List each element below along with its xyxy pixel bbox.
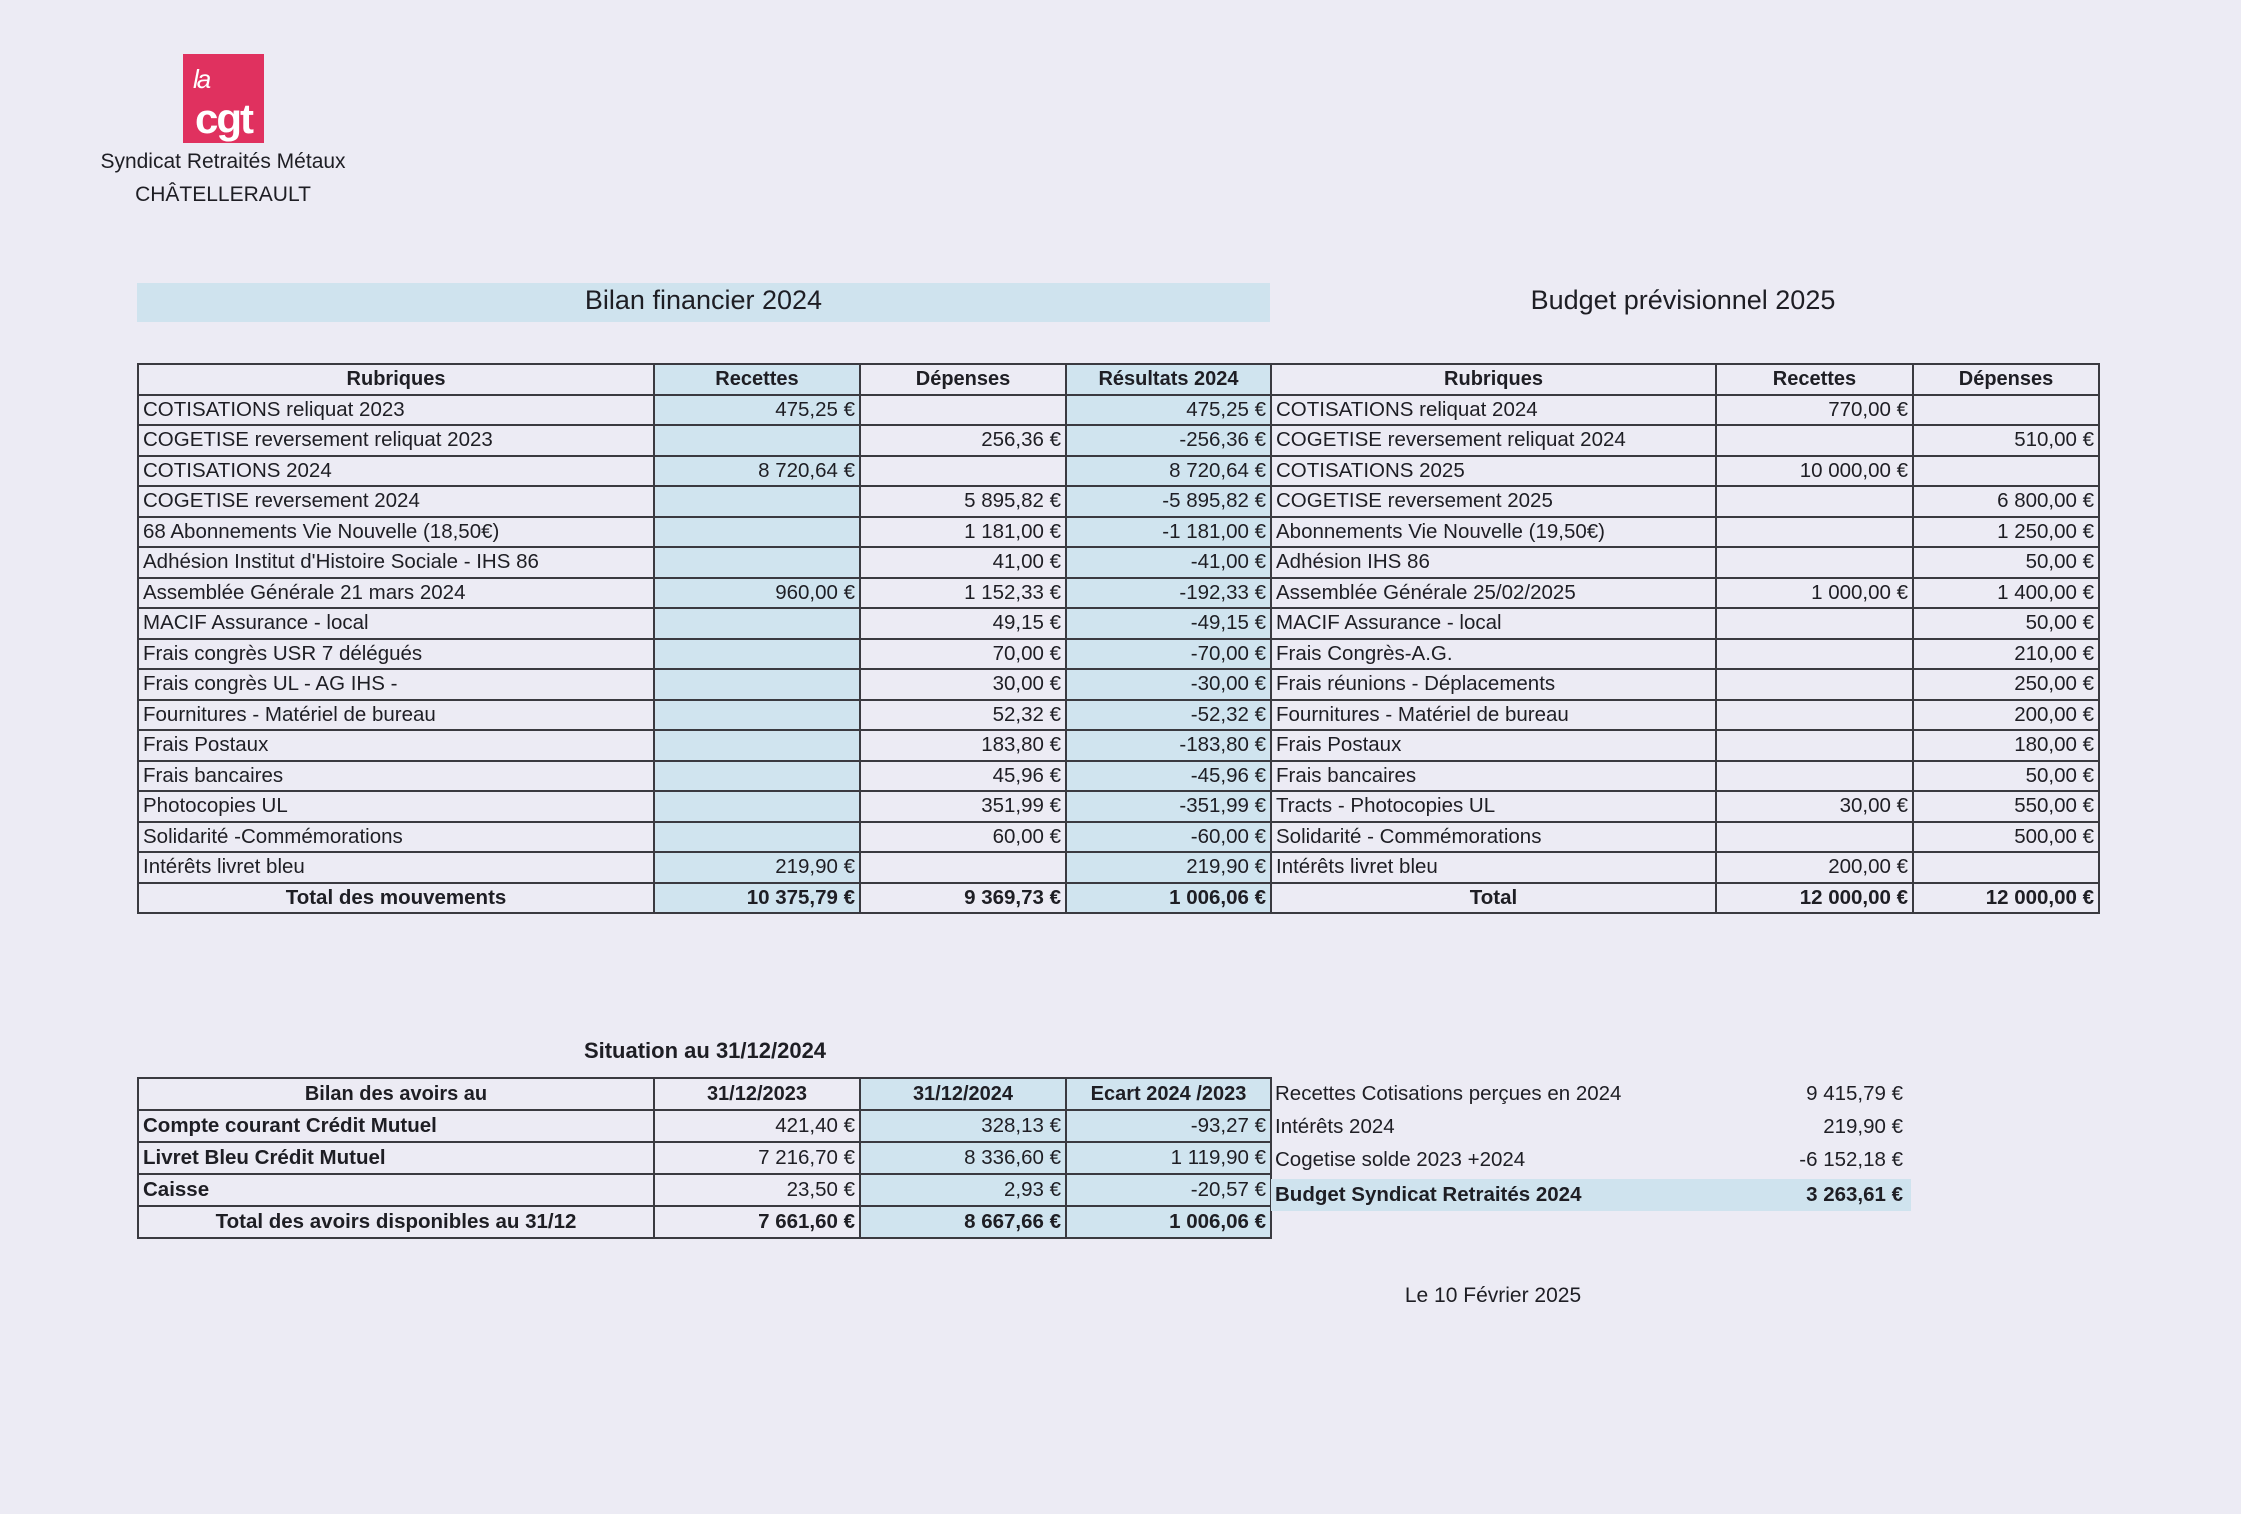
rubrique-cell: MACIF Assurance - local [1271, 608, 1716, 639]
amount-cell [1716, 517, 1913, 548]
amount-cell [654, 791, 860, 822]
amount-cell: 475,25 € [1066, 395, 1271, 426]
column-header: Dépenses [1913, 364, 2099, 395]
table-row [138, 425, 2099, 456]
amount-cell: 1 250,00 € [1913, 517, 2099, 548]
total-cell: Total des mouvements [138, 883, 654, 914]
amount-cell: -5 895,82 € [1066, 486, 1271, 517]
amount-cell: 500,00 € [1913, 822, 2099, 853]
amount-cell: -1 181,00 € [1066, 517, 1271, 548]
summary-value: -6 152,18 € [1799, 1148, 1903, 1171]
summary-row [1271, 1144, 1911, 1176]
amount-cell: 52,32 € [860, 700, 1066, 731]
rubrique-cell: Tracts - Photocopies UL [1271, 791, 1716, 822]
table-row [138, 700, 2099, 731]
amount-cell: 8 720,64 € [1066, 456, 1271, 487]
table-row [138, 456, 2099, 487]
amount-cell [1716, 425, 1913, 456]
summary-value: 219,90 € [1823, 1115, 1903, 1138]
rubrique-cell: Adhésion IHS 86 [1271, 547, 1716, 578]
column-header: 31/12/2024 [860, 1078, 1066, 1110]
amount-cell: 219,90 € [654, 852, 860, 883]
rubrique-cell: 68 Abonnements Vie Nouvelle (18,50€) [138, 517, 654, 548]
rubrique-cell: COGETISE reversement 2024 [138, 486, 654, 517]
total-cell: 1 006,06 € [1066, 1206, 1271, 1238]
bilan-budget-table [137, 363, 2100, 914]
account-cell: Livret Bleu Crédit Mutuel [138, 1142, 654, 1174]
table-row [138, 761, 2099, 792]
table-row [138, 669, 2099, 700]
header-row [138, 1078, 1271, 1110]
table-row [138, 791, 2099, 822]
summary-value: 9 415,79 € [1806, 1082, 1903, 1105]
amount-cell: 8 336,60 € [860, 1142, 1066, 1174]
amount-cell [654, 639, 860, 670]
amount-cell [1716, 547, 1913, 578]
rubrique-cell: Intérêts livret bleu [1271, 852, 1716, 883]
amount-cell [1913, 852, 2099, 883]
rubrique-cell: Photocopies UL [138, 791, 654, 822]
summary-row [1271, 1078, 1911, 1110]
table-row [138, 608, 2099, 639]
amount-cell: 510,00 € [1913, 425, 2099, 456]
budget-title: Budget prévisionnel 2025 [1530, 285, 1836, 315]
amount-cell: 45,96 € [860, 761, 1066, 792]
rubrique-cell: Solidarité - Commémorations [1271, 822, 1716, 853]
amount-cell: 200,00 € [1913, 700, 2099, 731]
amount-cell: 2,93 € [860, 1174, 1066, 1206]
amount-cell: 421,40 € [654, 1110, 860, 1142]
amount-cell: 30,00 € [860, 669, 1066, 700]
total-cell: 8 667,66 € [860, 1206, 1066, 1238]
amount-cell [654, 669, 860, 700]
table-row [138, 1110, 1271, 1142]
org-city: CHÂTELLERAULT [135, 183, 311, 206]
amount-cell [1716, 486, 1913, 517]
amount-cell [654, 547, 860, 578]
column-header: Rubriques [138, 364, 654, 395]
summary-label: Cogetise solde 2023 +2024 [1275, 1148, 1526, 1171]
rubrique-cell: Frais congrès USR 7 délégués [138, 639, 654, 670]
table-row [138, 395, 2099, 426]
amount-cell [1716, 639, 1913, 670]
amount-cell [860, 852, 1066, 883]
amount-cell [654, 517, 860, 548]
amount-cell [1913, 456, 2099, 487]
table-row [138, 822, 2099, 853]
amount-cell: 50,00 € [1913, 608, 2099, 639]
total-cell: 10 375,79 € [654, 883, 860, 914]
amount-cell: 180,00 € [1913, 730, 2099, 761]
rubrique-cell: COTISATIONS 2025 [1271, 456, 1716, 487]
rubrique-cell: COGETISE reversement reliquat 2024 [1271, 425, 1716, 456]
rubrique-cell: Fournitures - Matériel de bureau [1271, 700, 1716, 731]
rubrique-cell: Fournitures - Matériel de bureau [138, 700, 654, 731]
amount-cell: 210,00 € [1913, 639, 2099, 670]
rubrique-cell: Solidarité -Commémorations [138, 822, 654, 853]
amount-cell: -256,36 € [1066, 425, 1271, 456]
column-header: Rubriques [1271, 364, 1716, 395]
rubrique-cell: COGETISE reversement reliquat 2023 [138, 425, 654, 456]
account-cell: Caisse [138, 1174, 654, 1206]
amount-cell: 960,00 € [654, 578, 860, 609]
amount-cell: -49,15 € [1066, 608, 1271, 639]
column-header: Résultats 2024 [1066, 364, 1271, 395]
column-header: Recettes [1716, 364, 1913, 395]
amount-cell: 70,00 € [860, 639, 1066, 670]
header-row [138, 364, 2099, 395]
amount-cell [1716, 669, 1913, 700]
table-row [138, 547, 2099, 578]
amount-cell: 1 181,00 € [860, 517, 1066, 548]
cgt-logo: la cgt [183, 54, 264, 143]
amount-cell: 50,00 € [1913, 547, 2099, 578]
summary-row [1271, 1179, 1911, 1211]
column-header: Bilan des avoirs au [138, 1078, 654, 1110]
column-header: Dépenses [860, 364, 1066, 395]
total-cell: Total des avoirs disponibles au 31/12 [138, 1206, 654, 1238]
summary-value: 3 263,61 € [1806, 1183, 1903, 1206]
account-cell: Compte courant Crédit Mutuel [138, 1110, 654, 1142]
total-cell: Total [1271, 883, 1716, 914]
situation-title: Situation au 31/12/2024 [583, 1038, 827, 1063]
amount-cell: 6 800,00 € [1913, 486, 2099, 517]
situation-table [137, 1077, 1272, 1239]
column-header: Recettes [654, 364, 860, 395]
amount-cell: 60,00 € [860, 822, 1066, 853]
amount-cell [1716, 608, 1913, 639]
rubrique-cell: Assemblée Générale 21 mars 2024 [138, 578, 654, 609]
total-row [138, 1206, 1271, 1238]
amount-cell: 475,25 € [654, 395, 860, 426]
rubrique-cell: Adhésion Institut d'Histoire Sociale - IHS 86 [138, 547, 654, 578]
amount-cell: 8 720,64 € [654, 456, 860, 487]
amount-cell: 1 119,90 € [1066, 1142, 1271, 1174]
rubrique-cell: COTISATIONS 2024 [138, 456, 654, 487]
amount-cell: 50,00 € [1913, 761, 2099, 792]
table-row [138, 1174, 1271, 1206]
total-cell: 9 369,73 € [860, 883, 1066, 914]
summary-label: Budget Syndicat Retraités 2024 [1275, 1183, 1582, 1206]
amount-cell: 550,00 € [1913, 791, 2099, 822]
column-header: 31/12/2023 [654, 1078, 860, 1110]
amount-cell: 23,50 € [654, 1174, 860, 1206]
table-row [138, 578, 2099, 609]
amount-cell: 1 152,33 € [860, 578, 1066, 609]
amount-cell: 5 895,82 € [860, 486, 1066, 517]
rubrique-cell: COGETISE reversement 2025 [1271, 486, 1716, 517]
amount-cell: 10 000,00 € [1716, 456, 1913, 487]
total-cell: 7 661,60 € [654, 1206, 860, 1238]
total-cell: 12 000,00 € [1913, 883, 2099, 914]
summary-block [1271, 1078, 1911, 1218]
amount-cell: 49,15 € [860, 608, 1066, 639]
rubrique-cell: Frais bancaires [1271, 761, 1716, 792]
amount-cell: -52,32 € [1066, 700, 1271, 731]
total-row [138, 883, 2099, 914]
amount-cell: -93,27 € [1066, 1110, 1271, 1142]
table-row [138, 517, 2099, 548]
amount-cell [1716, 700, 1913, 731]
rubrique-cell: Intérêts livret bleu [138, 852, 654, 883]
amount-cell [654, 730, 860, 761]
amount-cell [1913, 395, 2099, 426]
amount-cell: -183,80 € [1066, 730, 1271, 761]
amount-cell: -20,57 € [1066, 1174, 1271, 1206]
table-row [138, 639, 2099, 670]
amount-cell: -351,99 € [1066, 791, 1271, 822]
table-row [138, 852, 2099, 883]
amount-cell [654, 761, 860, 792]
org-name: Syndicat Retraités Métaux [100, 150, 346, 173]
amount-cell: 351,99 € [860, 791, 1066, 822]
rubrique-cell: COTISATIONS reliquat 2023 [138, 395, 654, 426]
rubrique-cell: Frais Congrès-A.G. [1271, 639, 1716, 670]
table-row [138, 1142, 1271, 1174]
amount-cell [654, 822, 860, 853]
rubrique-cell: Assemblée Générale 25/02/2025 [1271, 578, 1716, 609]
amount-cell: 770,00 € [1716, 395, 1913, 426]
amount-cell: 1 000,00 € [1716, 578, 1913, 609]
amount-cell: 250,00 € [1913, 669, 2099, 700]
amount-cell [654, 700, 860, 731]
summary-row [1271, 1111, 1911, 1143]
document-date: Le 10 Février 2025 [1404, 1284, 1582, 1307]
amount-cell: 219,90 € [1066, 852, 1271, 883]
amount-cell [860, 395, 1066, 426]
total-cell: 1 006,06 € [1066, 883, 1271, 914]
amount-cell [654, 425, 860, 456]
amount-cell: -41,00 € [1066, 547, 1271, 578]
table-row [138, 486, 2099, 517]
table-row [138, 730, 2099, 761]
amount-cell: 41,00 € [860, 547, 1066, 578]
rubrique-cell: COTISATIONS reliquat 2024 [1271, 395, 1716, 426]
amount-cell: 1 400,00 € [1913, 578, 2099, 609]
rubrique-cell: MACIF Assurance - local [138, 608, 654, 639]
amount-cell [1716, 822, 1913, 853]
amount-cell: -192,33 € [1066, 578, 1271, 609]
amount-cell: -45,96 € [1066, 761, 1271, 792]
rubrique-cell: Frais Postaux [138, 730, 654, 761]
amount-cell: -70,00 € [1066, 639, 1271, 670]
total-cell: 12 000,00 € [1716, 883, 1913, 914]
amount-cell [654, 486, 860, 517]
amount-cell [654, 608, 860, 639]
amount-cell: 256,36 € [860, 425, 1066, 456]
amount-cell [1716, 730, 1913, 761]
amount-cell: -60,00 € [1066, 822, 1271, 853]
amount-cell: 7 216,70 € [654, 1142, 860, 1174]
amount-cell [860, 456, 1066, 487]
summary-label: Intérêts 2024 [1275, 1115, 1395, 1138]
rubrique-cell: Abonnements Vie Nouvelle (19,50€) [1271, 517, 1716, 548]
bilan-title: Bilan financier 2024 [584, 285, 823, 315]
amount-cell: 183,80 € [860, 730, 1066, 761]
rubrique-cell: Frais Postaux [1271, 730, 1716, 761]
amount-cell: 30,00 € [1716, 791, 1913, 822]
amount-cell: 200,00 € [1716, 852, 1913, 883]
column-header: Ecart 2024 /2023 [1066, 1078, 1271, 1110]
rubrique-cell: Frais bancaires [138, 761, 654, 792]
rubrique-cell: Frais congrès UL - AG IHS - [138, 669, 654, 700]
amount-cell [1716, 761, 1913, 792]
amount-cell: -30,00 € [1066, 669, 1271, 700]
amount-cell: 328,13 € [860, 1110, 1066, 1142]
rubrique-cell: Frais réunions - Déplacements [1271, 669, 1716, 700]
summary-label: Recettes Cotisations perçues en 2024 [1275, 1082, 1622, 1105]
